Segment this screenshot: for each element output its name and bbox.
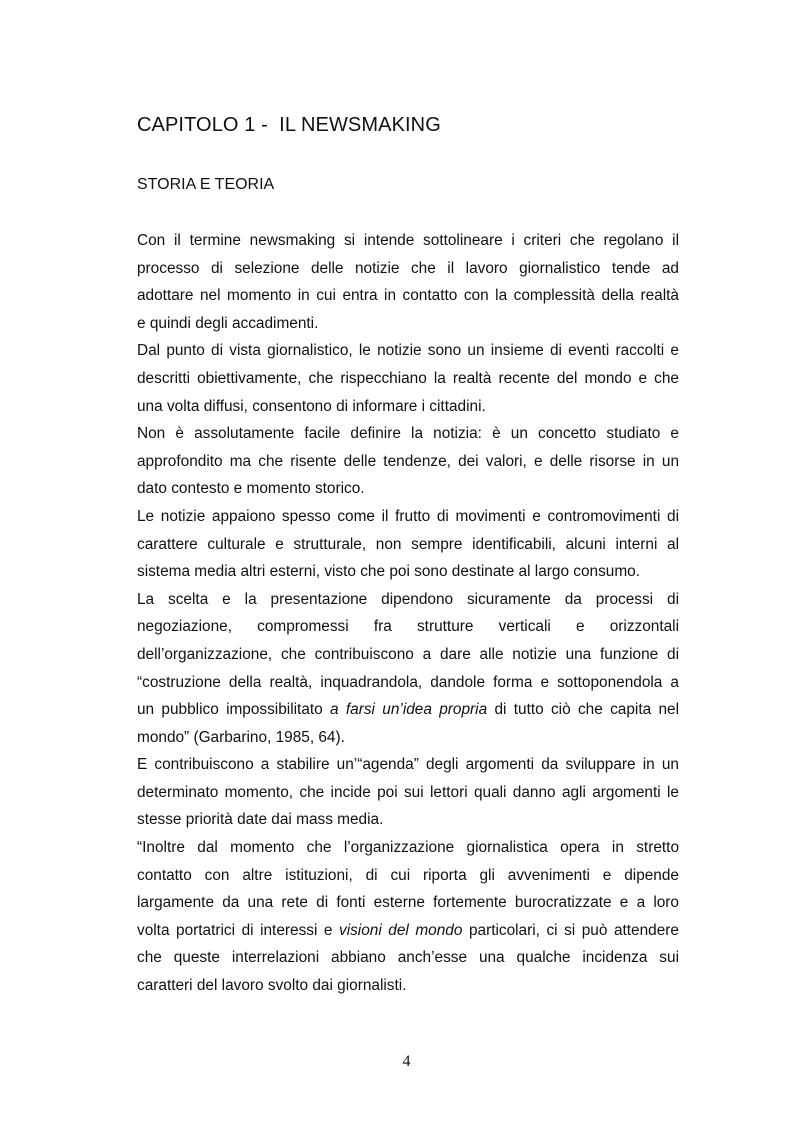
paragraph — [137, 586, 679, 752]
text-line: descritti obiettivamente, che rispecchiano la realtà recente del mondo e che — [137, 369, 679, 387]
text-line: stesse priorità date dai mass media. — [137, 811, 384, 829]
text-line: Con il termine newsmaking si intende sottolineare i criteri che regolano il — [137, 232, 679, 249]
paragraph — [137, 503, 679, 586]
text-line: determinato momento, che incide poi sui lettori quali danno agli argomenti le — [137, 783, 679, 801]
paragraph — [137, 420, 679, 503]
paragraph — [137, 227, 679, 337]
text-segment: un pubblico impossibilitato — [137, 701, 331, 719]
text-line: adottare nel momento in cui entra in contatto con la complessità della realtà — [137, 287, 679, 305]
text-segment: particolari, ci si può attendere — [462, 921, 679, 939]
chapter-title: CAPITOLO 1 - IL NEWSMAKING — [137, 114, 441, 136]
text-segment: di tutto ciò che capita nel — [487, 701, 679, 719]
text-line: una volta diffusi, consentono di informare i cittadini. — [137, 397, 486, 415]
page-number: 4 — [402, 1053, 411, 1070]
text-line: carattere culturale e strutturale, non sempre identificabili, alcuni interni al — [137, 535, 679, 553]
text-line: caratteri del lavoro svolto dai giornalisti. — [137, 977, 407, 995]
text-segment: volta portatrici di interessi e — [137, 921, 339, 939]
text-line: sistema media altri esterni, visto che poi sono destinate al largo consumo. — [137, 563, 641, 581]
paragraph — [137, 337, 679, 420]
text-line-with-italic — [137, 917, 679, 945]
text-line: mondo” (Garbarino, 1985, 64). — [137, 728, 345, 746]
text-line: dato contesto e momento storico. — [137, 480, 365, 498]
text-line: Le notizie appaiono spesso come il frutto di movimenti e contromovimenti di — [137, 507, 679, 525]
text-line: che queste interrelazioni abbiano anch’esse una qualche incidenza sui — [137, 949, 679, 967]
paragraph — [137, 834, 679, 1000]
text-line: E contribuiscono a stabilire un’“agenda” degli argomenti da sviluppare in un — [137, 756, 679, 774]
text-line: Dal punto di vista giornalistico, le notizie sono un insieme di eventi raccolti e — [137, 342, 679, 360]
italic-phrase: visioni del mondo — [339, 921, 463, 939]
text-line-with-italic — [137, 696, 679, 724]
text-line: approfondito ma che risente delle tendenze, dei valori, e delle risorse in un — [137, 452, 679, 470]
text-line: negoziazione, compromessi fra strutture verticali e orizzontali — [137, 618, 679, 636]
text-line: largamente da una rete di fonti esterne fortemente burocratizzate e a loro — [137, 894, 679, 912]
section-title: STORIA E TEORIA — [137, 176, 275, 193]
italic-phrase: a farsi un’idea propria — [330, 701, 488, 719]
body-text — [137, 227, 679, 1000]
paragraph — [137, 751, 679, 834]
text-line: “Inoltre dal momento che l’organizzazione giornalistica opera in stretto — [137, 839, 679, 857]
text-line: processo di selezione delle notizie che il lavoro giornalistico tende ad — [137, 259, 679, 277]
text-line: e quindi degli accadimenti. — [137, 314, 319, 332]
text-line: dell’organizzazione, che contribuiscono a dare alle notizie una funzione di — [137, 645, 679, 663]
text-line: La scelta e la presentazione dipendono sicuramente da processi di — [137, 590, 679, 608]
text-line: “costruzione della realtà, inquadrandola, dandole forma e sottoponendola a — [137, 673, 679, 691]
text-line: contatto con altre istituzioni, di cui riporta gli avvenimenti e dipende — [137, 866, 679, 884]
text-line: Non è assolutamente facile definire la notizia: è un concetto studiato e — [137, 425, 679, 443]
